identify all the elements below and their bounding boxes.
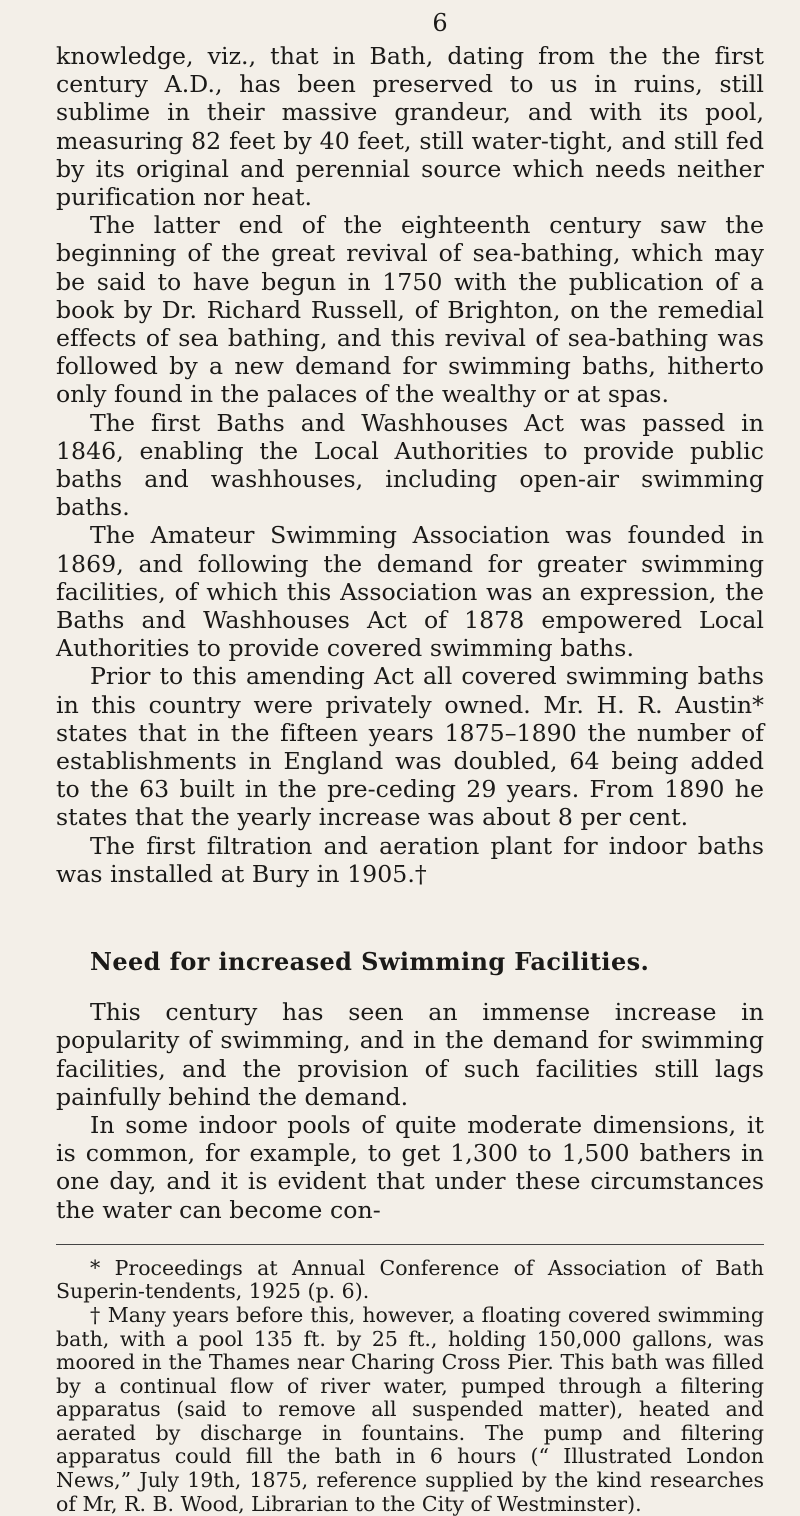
footnote-proceedings: * Proceedings at Annual Conference of Association of Bath Superin-tendents, 1925 (p. 6). [56, 1255, 764, 1304]
paragraph-sea-bathing-revival: The latter end of the eighteenth century saw the beginning of the great revival of sea-bathing, which may be said to have begun in 1750 with the publication of a book by Dr. Richard Russell, of Brighton, on the remedial effects of sea bathing, and this revival of sea-bathing was followed by a new demand for swimming baths, hitherto only found in the palaces of the wealthy or at spas. [56, 211, 764, 409]
footnote-floating-bath: † Many years before this, however, a floating covered swimming bath, with a pool 135 ft. by 25 ft., holding 150,000 gallons, was moored in the Thames near Charing Cross Pier. This bath was filled by a continual flow of river water, pumped through a filtering apparatus (said to remove all suspended matter), heated and aerated by discharge in fountains. The pump and filtering apparatus could fill the bath in 6 hours (“ Illustrated London News,” July 19th, 1875, reference supplied by the kind researches of Mr, R. B. Wood, Librarian to the City of Westminster). [56, 1302, 764, 1516]
paragraph-baths-act-1846: The first Baths and Washhouses Act was passed in 1846, enabling the Local Authorities to provide public baths and washhouses, including open-air swimming baths. [56, 408, 764, 522]
paragraph-bath-ruins: knowledge, viz., that in Bath, dating from the the first century A.D., has been preserved to us in ruins, still sublime in their massive grandeur, and with its pool, measuring 82 feet by 40 feet, still water-tight, and still fed by its original and perennial source which needs neither purification nor heat. [56, 42, 764, 212]
paragraph-indoor-pools: In some indoor pools of quite moderate dimensions, it is common, for example, to get 1,300 to 1,500 bathers in one day, and it is evident that under these circumstances the water can become con- [56, 1110, 764, 1224]
page-number: 6 [432, 9, 448, 37]
paragraph-filtration-plant: The first filtration and aeration plant for indoor baths was installed at Bury in 1905.† [56, 831, 764, 888]
paragraph-privately-owned-baths: Prior to this amending Act all covered swimming baths in this country were privately owned. Mr. H. R. Austin* states that in the fifteen years 1875–1890 the number of establishments in England was doubled, 64 being added to the 63 built in the pre-ceding 29 years. From 1890 he states that the yearly increase was about 8 per cent. [56, 662, 764, 832]
section-heading: Need for increased Swimming Facilities. [90, 947, 650, 977]
paragraph-amateur-swimming-association: The Amateur Swimming Association was founded in 1869, and following the demand for greater swimming facilities, of which this Association was an expression, the Baths and Washhouses Act of 1878 empowered Local Authorities to provide covered swimming baths. [56, 521, 764, 663]
paragraph-popularity-increase: This century has seen an immense increase in popularity of swimming, and in the demand for swimming facilities, and the provision of such facilities still lags painfully behind the demand. [56, 998, 764, 1111]
footnote-divider [56, 1244, 764, 1245]
